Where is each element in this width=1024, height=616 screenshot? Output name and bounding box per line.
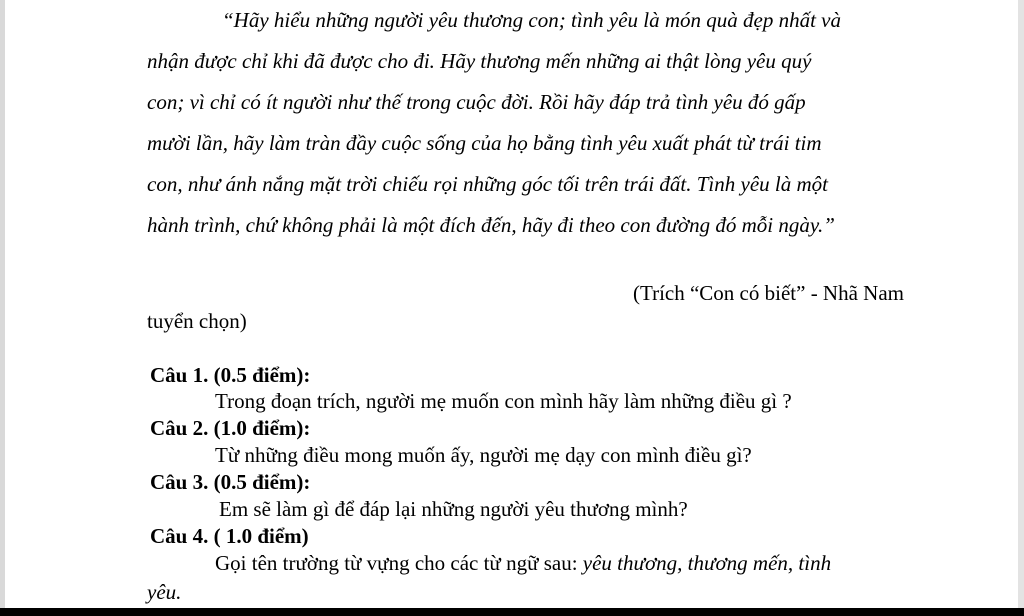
quote-line-1: “Hãy hiểu những người yêu thương con; tình yêu là món quà đẹp nhất và xyxy=(222,8,842,32)
question-4-heading: Câu 4. ( 1.0 điểm) xyxy=(150,524,309,548)
question-3-heading: Câu 3. (0.5 điểm): xyxy=(150,470,311,494)
quote-line-3: con; vì chỉ có ít người như thế trong cuộc đời. Rồi hãy đáp trả tình yêu đó gấp xyxy=(147,90,806,114)
quote-line-2: nhận được chỉ khi đã được cho đi. Hãy thương mến những ai thật lòng yêu quý xyxy=(147,49,812,73)
question-1-heading: Câu 1. (0.5 điểm): xyxy=(150,363,311,387)
question-3-text: Em sẽ làm gì để đáp lại những người yêu thương mình? xyxy=(219,497,688,521)
question-1-text: Trong đoạn trích, người mẹ muốn con mình hãy làm những điều gì ? xyxy=(215,389,792,413)
quote-line-5: con, như ánh nắng mặt trời chiếu rọi những góc tối trên trái đất. Tình yêu là một xyxy=(147,172,828,196)
question-4-text-italic: yêu thương, thương mến, tình xyxy=(582,551,832,575)
quote-line-4: mười lần, hãy làm tràn đầy cuộc sống của họ bằng tình yêu xuất phát từ trái tim xyxy=(147,131,822,155)
bottom-black-bar xyxy=(0,608,1024,616)
quote-line-6: hành trình, chứ không phải là một đích đến, hãy đi theo con đường đó mỗi ngày.” xyxy=(147,213,835,237)
question-4-text xyxy=(215,550,831,576)
question-2-text: Từ những điều mong muốn ấy, người mẹ dạy con mình điều gì? xyxy=(215,443,752,467)
source-line-1: (Trích “Con có biết” - Nhã Nam xyxy=(633,281,904,305)
question-2-heading: Câu 2. (1.0 điểm): xyxy=(150,416,311,440)
question-4-text-cont: yêu. xyxy=(147,580,182,604)
source-line-2: tuyển chọn) xyxy=(147,309,247,333)
question-4-text-prefix: Gọi tên trường từ vựng cho các từ ngữ sau: xyxy=(215,551,583,575)
